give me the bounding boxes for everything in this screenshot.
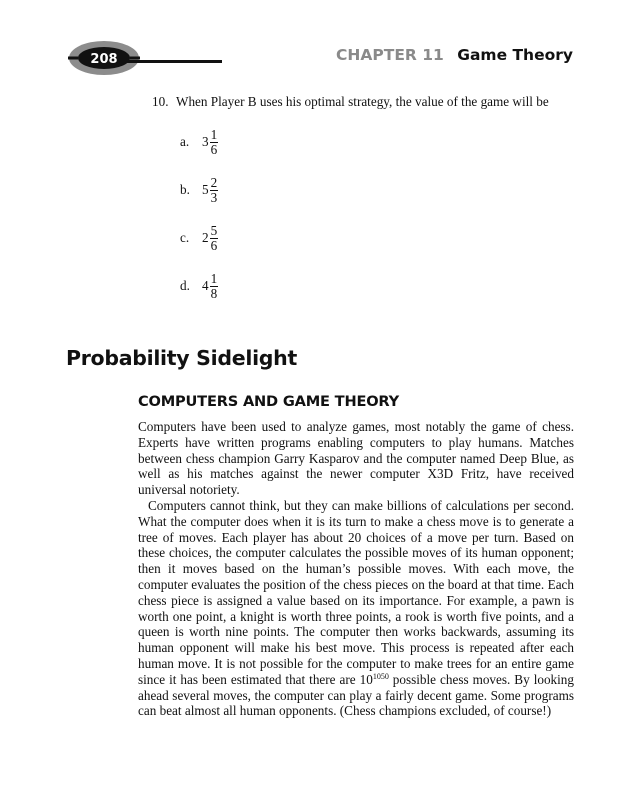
paragraph-2 [138,498,574,719]
chapter-label: CHAPTER 11 [336,46,444,64]
option-fraction [210,224,219,253]
option-fraction [210,176,219,205]
option-b [180,166,218,214]
question-text: When Player B uses his optimal strategy, the value of the game will be [176,94,549,109]
option-whole: 4 [202,278,209,293]
fraction-denominator: 6 [210,237,218,253]
fraction-numerator: 2 [210,174,218,190]
question-number: 10. [152,94,169,109]
fraction-numerator: 1 [210,126,218,142]
chapter-title: Game Theory [457,46,573,64]
paragraph-1: Computers have been used to analyze games, most notably the game of chess. Experts have written programs enabling computers to play humans. Matches between chess champion Garry Kasparov and the computer named Deep Blue, as well as his matches against the newer computer X3D Fritz, have received universal notoriety. [138,419,574,498]
subsection-title: COMPUTERS AND GAME THEORY [138,393,400,410]
option-fraction [210,128,219,157]
header-rule [120,60,222,63]
exponent: 1050 [372,671,389,681]
option-whole: 5 [202,182,209,197]
body-text [138,419,574,719]
option-whole: 3 [202,134,209,149]
option-letter: a. [180,134,190,149]
option-fraction [210,272,219,301]
fraction-numerator: 5 [210,222,218,238]
option-letter: c. [180,230,190,245]
chapter-header [336,46,573,64]
fraction-denominator: 6 [210,141,218,157]
fraction-numerator: 1 [210,270,218,286]
fraction-denominator: 3 [210,189,218,205]
paragraph-2-part-1: Computers cannot think, but they can make billions of calculations per second. What the computer does when it is its turn to make a chess move is to generate a tree of moves. Each player has about 20 choices of a move per turn. Based on these choices, the computer calculates the possible moves of its human opponent; then it moves based on the human’s possible moves. With each move, the computer evaluates the position of the chess pieces on the board at that time. Each chess piece is assigned a value based on its importance. For example, a pawn is worth one point, a knight is worth three points, a rook is worth five points, and a queen is worth nine points. The computer then works backwards, assuming its human opponent will make his best move. This process is repeated after each human move. It is not possible for the computer to make trees for an entire game since it has been estimated that there are 10 [138,497,574,687]
page-number-badge [68,40,140,76]
page-badge-ellipse-icon [68,40,140,76]
paragraph-2-part-2: possible chess moves. By looking ahead several moves, the computer can play a fairly decent game. Some programs can beat almost all human opponents. (Chess champions excluded, of course!) [138,671,574,719]
option-c [180,214,218,262]
fraction-denominator: 8 [210,285,218,301]
option-a [180,118,218,166]
section-title: Probability Sidelight [66,346,297,370]
option-whole: 2 [202,230,209,245]
page-number: 208 [90,52,118,67]
option-letter: b. [180,182,190,197]
option-d [180,262,218,310]
question-10 [152,94,582,110]
answer-options [180,118,218,310]
option-letter: d. [180,278,190,293]
